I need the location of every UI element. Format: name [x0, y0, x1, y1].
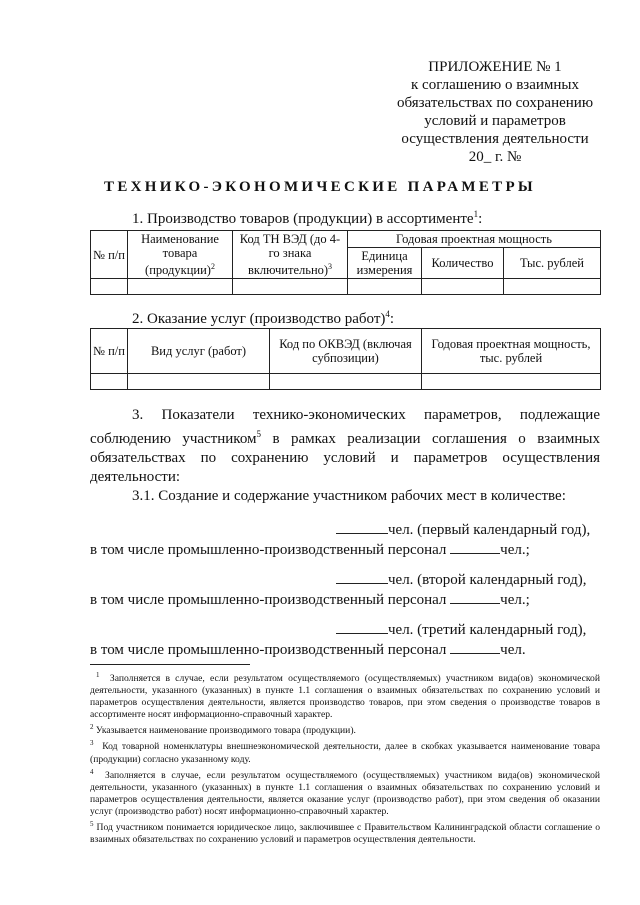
footnote-1	[90, 669, 600, 721]
goods-empty-cell[interactable]	[348, 279, 422, 295]
footnote-5-text: Под участником понимается юридическое лицо, заключившее с Правительством Калининградской области соглашение о взаимных обязательствах по сохранению условий и параметров осуществления деятельности.	[90, 821, 600, 845]
staff3-line	[90, 640, 526, 659]
staff3-text: в том числе промышленно-производственный персонал	[90, 642, 447, 658]
year2-text: чел. (второй календарный год),	[388, 572, 587, 588]
goods-col-name	[128, 231, 233, 279]
goods-col-code-text: Код ТН ВЭД (до 4-го знака включительно)	[239, 231, 341, 278]
services-col-kind: Вид услуг (работ)	[128, 329, 270, 374]
services-col-okved: Код по ОКВЭД (включая субпозиции)	[270, 329, 422, 374]
goods-table	[90, 230, 601, 295]
footnote-2	[90, 721, 600, 737]
goods-empty-cell[interactable]	[504, 279, 601, 295]
services-table	[90, 328, 601, 390]
services-empty-cell[interactable]	[128, 374, 270, 390]
appendix-line-6: 20_ г. №	[468, 149, 522, 165]
services-empty-cell[interactable]	[91, 374, 128, 390]
staff1-line	[90, 540, 530, 559]
footnote-4-num: 4	[90, 767, 94, 776]
staff1-blank[interactable]	[450, 540, 500, 554]
goods-col-num: № п/п	[91, 231, 128, 279]
section-2-title	[132, 309, 394, 328]
footnote-ref-4: 4	[385, 309, 390, 319]
goods-sub-unit: Единица измерения	[348, 248, 422, 279]
staff2-unit: чел.;	[500, 592, 530, 608]
section-1-title	[132, 209, 482, 228]
services-col-num: № п/п	[91, 329, 128, 374]
footnote-3-num: 3	[90, 739, 94, 748]
footnote-5	[90, 818, 600, 846]
year3-blank[interactable]	[336, 620, 388, 634]
staff2-blank[interactable]	[450, 590, 500, 604]
year3-text: чел. (третий календарный год),	[388, 622, 587, 638]
footnote-ref-2: 2	[210, 261, 215, 271]
staff2-line	[90, 590, 530, 609]
goods-empty-cell[interactable]	[422, 279, 504, 295]
appendix-line-1: ПРИЛОЖЕНИЕ № 1	[428, 59, 562, 75]
section-2-title-text: 2. Оказание услуг (производство работ)	[132, 311, 386, 327]
section-31-title: 3.1. Создание и содержание участником рабочих мест в количестве:	[132, 488, 566, 504]
footnote-4-text: Заполняется в случае, если результатом осуществляемого (осуществляемых) участником вида(ов) экономической деятельности, указанного (указанных) в пункте 1.1 соглашения о взаимных обязательствах по сохранению условий и параметров осуществления деятельности, является оказание услуг (производство работ), при этом сведения об оказании услуг (производство работ) носят информационно-справочный характер.	[90, 769, 600, 817]
section-3-text-a: 3. Показатели технико-экономических параметров, подлежащие соблюдению участником	[90, 407, 600, 447]
footnote-ref-5: 5	[256, 429, 262, 439]
goods-col-capacity: Годовая проектная мощность	[348, 231, 601, 248]
year3-line	[336, 620, 586, 639]
appendix-line-4: условий и параметров	[424, 113, 566, 129]
year1-text: чел. (первый календарный год),	[388, 522, 591, 538]
appendix-line-5: осуществления деятельности	[401, 131, 589, 147]
services-empty-cell[interactable]	[270, 374, 422, 390]
appendix-header	[380, 58, 610, 166]
goods-sub-rub: Тыс. рублей	[504, 248, 601, 279]
section-3-text-b: в рамках реализации соглашения о взаимных обязательствах по сохранению условий и параметров осуществления деятельности:	[90, 431, 600, 485]
goods-empty-cell[interactable]	[128, 279, 233, 295]
footnote-1-num: 1	[96, 671, 100, 679]
footnote-divider	[90, 664, 250, 665]
services-empty-cell[interactable]	[422, 374, 601, 390]
staff3-blank[interactable]	[450, 640, 500, 654]
footnote-ref-3: 3	[328, 261, 333, 271]
footnote-1-text: Заполняется в случае, если результатом осуществляемого (осуществляемых) участником вида(ов) экономической деятельности, указанного (указанных) в пункте 1.1 соглашения о взаимных обязательствах по сохранению условий и параметров осуществления деятельности, является производство товаров, при этом сведения о производстве товаров в ассортименте носят информационно-справочный характер.	[90, 673, 600, 721]
section-2-title-tail: :	[389, 311, 395, 327]
footnote-2-num: 2	[90, 723, 94, 732]
section-1-title-tail: :	[478, 211, 483, 227]
footnote-4	[90, 766, 600, 818]
appendix-line-2: к соглашению о взаимных	[411, 77, 579, 93]
document-title: ТЕХНИКО-ЭКОНОМИЧЕСКИЕ ПАРАМЕТРЫ	[104, 179, 536, 195]
footnotes	[90, 669, 600, 846]
services-col-capacity: Годовая проектная мощность, тыс. рублей	[422, 329, 601, 374]
year2-blank[interactable]	[336, 570, 388, 584]
goods-empty-cell[interactable]	[233, 279, 348, 295]
goods-empty-cell[interactable]	[91, 279, 128, 295]
footnote-5-num: 5	[90, 819, 94, 828]
staff1-text: в том числе промышленно-производственный персонал	[90, 542, 447, 558]
section-3-paragraph	[90, 406, 600, 487]
year2-line	[336, 570, 586, 589]
footnote-2-text: Указывается наименование производимого товара (продукции).	[95, 725, 356, 737]
goods-col-code	[233, 231, 348, 279]
goods-col-name-text: Наименование товара (продукции)	[141, 231, 219, 278]
staff1-unit: чел.;	[500, 542, 530, 558]
staff2-text: в том числе промышленно-производственный персонал	[90, 592, 447, 608]
footnote-3-text: Код товарной номенклатуры внешнеэкономической деятельности, далее в скобках указывается наименование товара (продукции) согласно указанному коду.	[90, 741, 601, 765]
year1-line	[336, 520, 590, 539]
footnote-3	[90, 737, 600, 765]
appendix-line-3: обязательствах по сохранению	[396, 95, 594, 111]
staff3-unit: чел.	[500, 642, 526, 658]
footnote-ref-1: 1	[473, 209, 479, 219]
section-1-title-text: 1. Производство товаров (продукции) в ассортименте	[132, 211, 474, 227]
year1-blank[interactable]	[336, 520, 388, 534]
goods-sub-qty: Количество	[422, 248, 504, 279]
